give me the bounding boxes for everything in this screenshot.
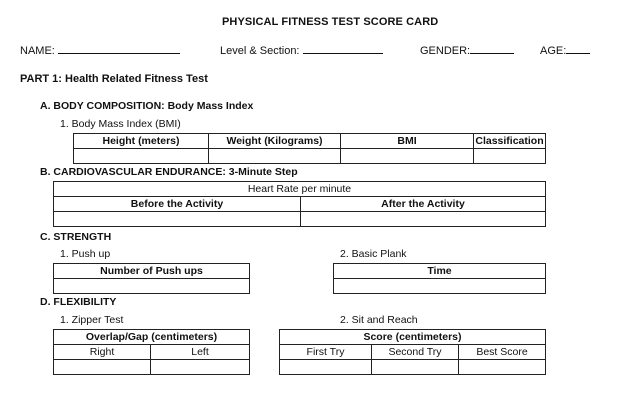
level-section-field [220,45,383,57]
section-b-heading: B. CARDIOVASCULAR ENDURANCE: 3-Minute Step [40,166,298,178]
page-title: PHYSICAL FITNESS TEST SCORE CARD [222,16,439,28]
table-row [74,149,546,164]
column-header-first-try: First Try [280,345,372,360]
heart-rate-table [53,181,546,227]
table-row [54,182,546,197]
table-row [54,345,250,360]
column-header-classification: Classification [475,135,544,147]
best-score-cell[interactable] [459,360,546,375]
table-row [54,197,546,212]
gender-field [420,45,514,57]
left-cell[interactable] [151,360,250,375]
name-field [20,45,180,57]
column-header-score: Score (centimeters) [280,330,546,345]
part-1-heading: PART 1: Health Related Fitness Test [20,73,208,85]
heart-rate-title: Heart Rate per minute [54,182,546,197]
bmi-cell[interactable] [341,149,474,164]
second-try-cell[interactable] [372,360,459,375]
after-activity-cell[interactable] [301,212,546,227]
height-cell[interactable] [74,149,209,164]
table-row [334,264,546,279]
section-d-heading: D. FLEXIBILITY [40,296,117,308]
column-header-after: After the Activity [301,197,546,212]
push-up-table [53,263,250,294]
age-field [540,45,590,57]
section-a-item-1: 1. Body Mass Index (BMI) [60,118,181,130]
column-header-left: Left [151,345,250,360]
zipper-test-table [53,329,250,375]
column-header-overlap-gap: Overlap/Gap (centimeters) [54,330,250,345]
level-section-input[interactable] [303,53,383,54]
column-header-height: Height (meters) [74,134,209,149]
table-row [54,279,250,294]
push-up-label: 1. Push up [60,248,111,260]
zipper-test-label: 1. Zipper Test [60,314,124,326]
column-header-second-try: Second Try [372,345,459,360]
age-label: AGE: [540,45,567,57]
table-row [74,134,546,149]
column-header-time: Time [334,264,546,279]
table-row [54,212,546,227]
section-c-heading: C. STRENGTH [40,231,112,243]
age-input[interactable] [566,53,590,54]
gender-label: GENDER: [420,45,471,57]
plank-table [333,263,546,294]
right-cell[interactable] [54,360,151,375]
name-input[interactable] [58,53,180,54]
push-ups-cell[interactable] [54,279,250,294]
basic-plank-label: 2. Basic Plank [340,248,407,260]
weight-cell[interactable] [209,149,341,164]
table-row [280,360,546,375]
name-label: NAME: [20,45,55,57]
column-header-push-ups: Number of Push ups [54,264,250,279]
table-row [334,279,546,294]
column-header-best-score: Best Score [459,345,546,360]
classification-cell[interactable] [474,149,546,164]
gender-input[interactable] [470,53,514,54]
sit-and-reach-label: 2. Sit and Reach [340,314,418,326]
first-try-cell[interactable] [280,360,372,375]
table-row [54,330,250,345]
bmi-table [73,133,546,164]
column-header-bmi: BMI [341,134,474,149]
before-activity-cell[interactable] [54,212,301,227]
level-section-label: Level & Section: [220,45,300,57]
table-row [54,264,250,279]
section-a-heading: A. BODY COMPOSITION: Body Mass Index [40,100,254,112]
table-row [54,360,250,375]
column-header-weight: Weight (Kilograms) [209,134,341,149]
column-header-before: Before the Activity [54,197,301,212]
sit-and-reach-table [279,329,546,375]
table-row [280,330,546,345]
column-header-right: Right [54,345,151,360]
table-row [280,345,546,360]
plank-time-cell[interactable] [334,279,546,294]
